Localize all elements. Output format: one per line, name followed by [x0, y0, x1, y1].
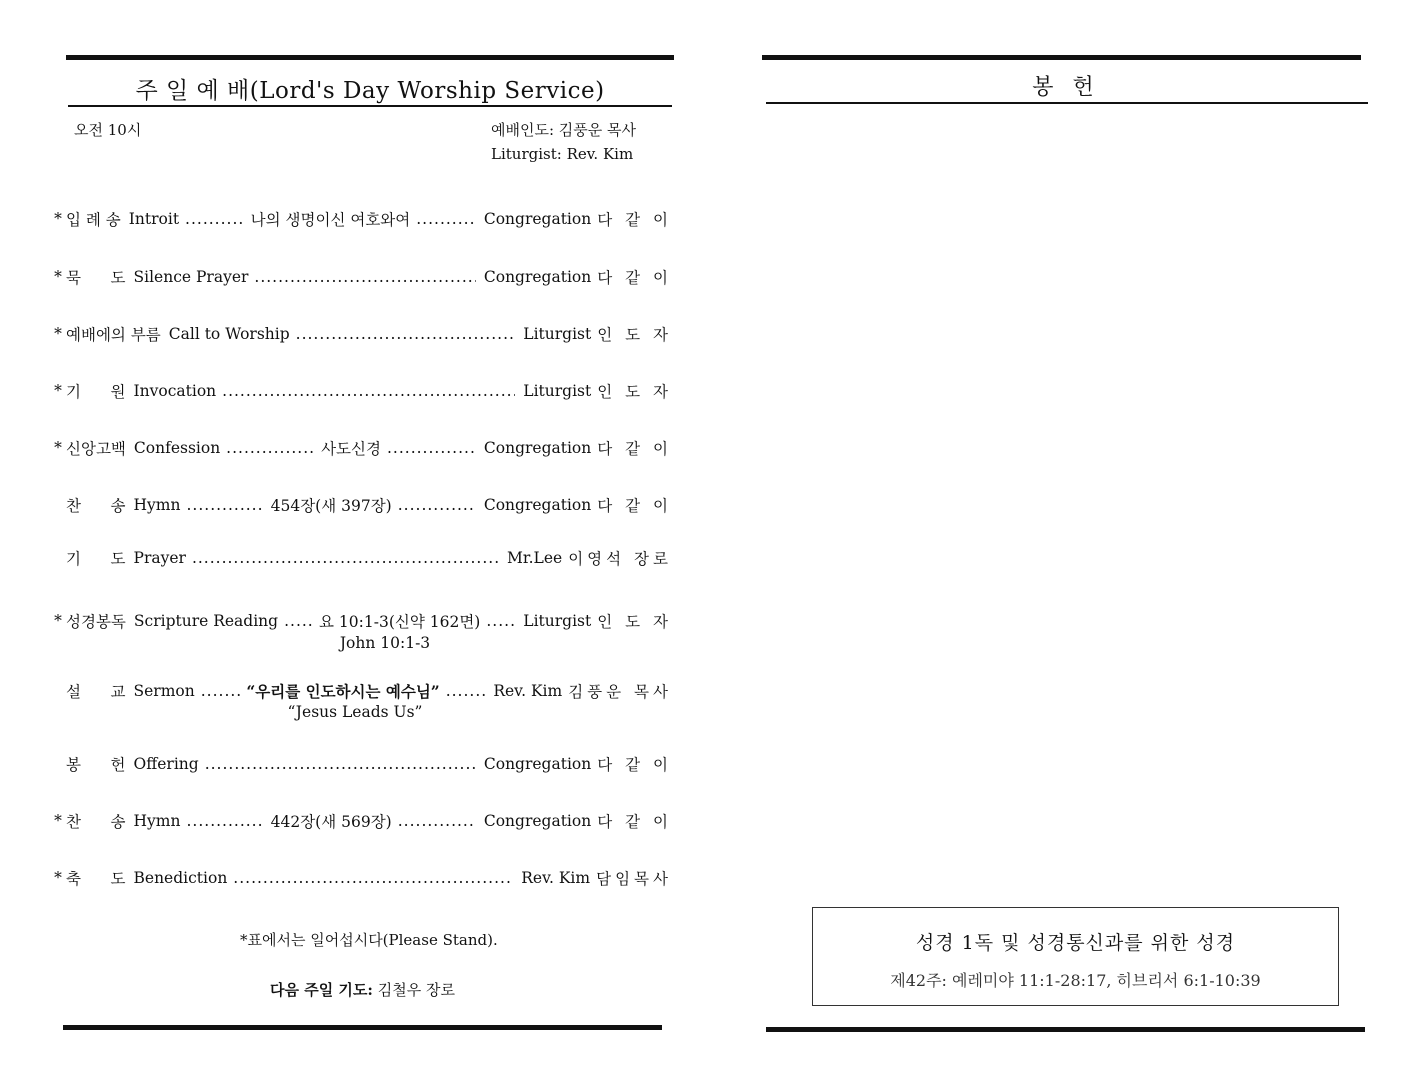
row-detail: “우리를 인도하시는 예수님”: [246, 682, 440, 701]
row-detail: 442장(새 569장): [270, 813, 392, 831]
leader-dots: [186, 496, 264, 514]
row-label-english: Silence Prayer: [133, 268, 249, 286]
row-detail: 454장(새 397장): [270, 497, 392, 515]
row-leader-korean: 김풍운 목사: [568, 683, 672, 701]
service-row: [50, 265, 672, 289]
row-label-korean: 찬 송: [66, 813, 126, 831]
leader-dots: [398, 812, 476, 830]
row-label-english: Prayer: [133, 549, 186, 567]
stand-marker: *: [54, 325, 62, 343]
row-label-english: Hymn: [133, 496, 181, 514]
service-row: [50, 609, 672, 633]
row-leader-english: Liturgist: [523, 612, 592, 630]
row-leader-english: Congregation: [483, 755, 592, 773]
row-leader-english: Liturgist: [523, 325, 592, 343]
left-bottom-rule: [63, 1025, 662, 1030]
service-row: [50, 679, 672, 703]
service-row: [50, 379, 672, 403]
row-label-korean: 기 원: [66, 383, 126, 401]
stand-marker: *: [54, 439, 62, 457]
leader-dots: [387, 439, 476, 457]
row-detail: 사도신경: [321, 440, 381, 458]
service-time: 오전 10시: [74, 121, 142, 139]
liturgist-korean: 예배인도: 김풍운 목사: [491, 121, 637, 139]
row-label-english: Sermon: [133, 682, 195, 700]
row-label-korean: 찬 송: [66, 497, 126, 515]
service-row: [50, 436, 672, 460]
row-leader-english: Liturgist: [523, 382, 592, 400]
row-label-korean: 예배에의 부름: [66, 326, 161, 344]
leader-dots: [226, 439, 315, 457]
row-leader-english: Congregation: [483, 268, 592, 286]
row-label-korean: 기 도: [66, 550, 126, 568]
liturgist-english: Liturgist: Rev. Kim: [491, 145, 634, 163]
row-label-english: Confession: [133, 439, 221, 457]
row-leader-korean: 이영석 장로: [568, 550, 672, 568]
row-label-english: Introit: [128, 210, 180, 228]
leader-dots: [222, 382, 515, 400]
row-leader-english: Rev. Kim: [521, 869, 591, 887]
row-label-english: Invocation: [133, 382, 217, 400]
row-label-korean: 묵 도: [66, 269, 126, 287]
service-row: [50, 809, 672, 833]
row-leader-english: Congregation: [483, 812, 592, 830]
row-leader-korean: 인 도 자: [597, 383, 672, 401]
leader-dots: [446, 682, 486, 700]
row-leader-english: Congregation: [483, 496, 592, 514]
row-label-english: Call to Worship: [168, 325, 290, 343]
row-label-korean: 성경봉독: [66, 613, 126, 631]
leader-dots: [186, 812, 264, 830]
leader-dots: [192, 549, 499, 567]
row-detail: 나의 생명이신 여호와여: [250, 211, 411, 229]
row-label-korean: 봉 헌: [66, 756, 126, 774]
scripture-english: John 10:1-3: [339, 634, 431, 652]
stand-marker: *: [54, 268, 62, 286]
next-prayer-label: 다음 주일 기도:: [270, 981, 373, 999]
leader-dots: [398, 496, 476, 514]
service-row: [50, 493, 672, 517]
row-leader-english: Congregation: [483, 439, 592, 457]
right-bottom-rule: [766, 1027, 1365, 1032]
row-leader-korean: 다 같 이: [597, 211, 672, 229]
service-title: 주 일 예 배(Lord's Day Worship Service): [135, 78, 605, 104]
row-leader-korean: 다 같 이: [597, 756, 672, 774]
leader-dots: [185, 210, 245, 228]
right-title-underline: [766, 102, 1368, 104]
leader-dots: [201, 682, 241, 700]
row-leader-korean: 다 같 이: [597, 269, 672, 287]
right-top-rule: [762, 55, 1361, 60]
row-leader-korean: 다 같 이: [597, 440, 673, 458]
stand-marker: *: [54, 382, 62, 400]
leader-dots: [486, 612, 515, 630]
stand-marker: *: [54, 812, 62, 830]
leader-dots: [296, 325, 516, 343]
left-title-underline: [68, 105, 672, 107]
leader-dots: [254, 268, 475, 286]
stand-note: *표에서는 일어섭시다(Please Stand).: [240, 931, 498, 949]
service-row: [50, 207, 672, 231]
row-leader-korean: 다 같 이: [597, 497, 672, 515]
next-prayer-name: 김철우 장로: [377, 981, 455, 999]
row-leader-english: Congregation: [483, 210, 592, 228]
row-leader-korean: 인 도 자: [597, 613, 672, 631]
row-label-korean: 설 교: [66, 683, 126, 701]
leader-dots: [233, 869, 513, 887]
row-leader-korean: 담임목사: [596, 870, 672, 888]
stand-marker: *: [54, 612, 62, 630]
row-label-korean: 신앙고백: [66, 440, 126, 458]
stand-marker: *: [54, 869, 62, 887]
bible-reading-box: [812, 907, 1339, 1006]
next-prayer: [270, 979, 530, 1000]
sermon-english-title: “Jesus Leads Us”: [287, 703, 423, 721]
offering-title: 봉 헌: [1032, 75, 1100, 100]
bible-reading-title: 성경 1독 및 성경통신과를 위한 성경: [915, 932, 1236, 954]
leader-dots: [416, 210, 476, 228]
row-label-english: Scripture Reading: [133, 612, 279, 630]
row-label-english: Offering: [133, 755, 199, 773]
row-detail: 요 10:1-3(신약 162면): [319, 613, 481, 631]
service-row: [50, 546, 672, 570]
row-label-korean: 입 례 송: [66, 211, 121, 229]
leader-dots: [284, 612, 313, 630]
row-label-english: Benediction: [133, 869, 228, 887]
leader-dots: [205, 755, 476, 773]
row-leader-korean: 인 도 자: [597, 326, 672, 344]
row-leader-english: Rev. Kim: [493, 682, 563, 700]
service-row: [50, 752, 672, 776]
row-leader-english: Mr.Lee: [507, 549, 563, 567]
row-leader-korean: 다 같 이: [597, 813, 672, 831]
row-label-english: Hymn: [133, 812, 181, 830]
stand-marker: *: [54, 210, 62, 228]
row-label-korean: 축 도: [66, 870, 126, 888]
bible-reading-schedule: 제42주: 예레미야 11:1-28:17, 히브리서 6:1-10:39: [890, 971, 1261, 990]
service-row: [50, 866, 672, 890]
left-top-rule: [66, 55, 674, 60]
service-row: [50, 322, 672, 346]
